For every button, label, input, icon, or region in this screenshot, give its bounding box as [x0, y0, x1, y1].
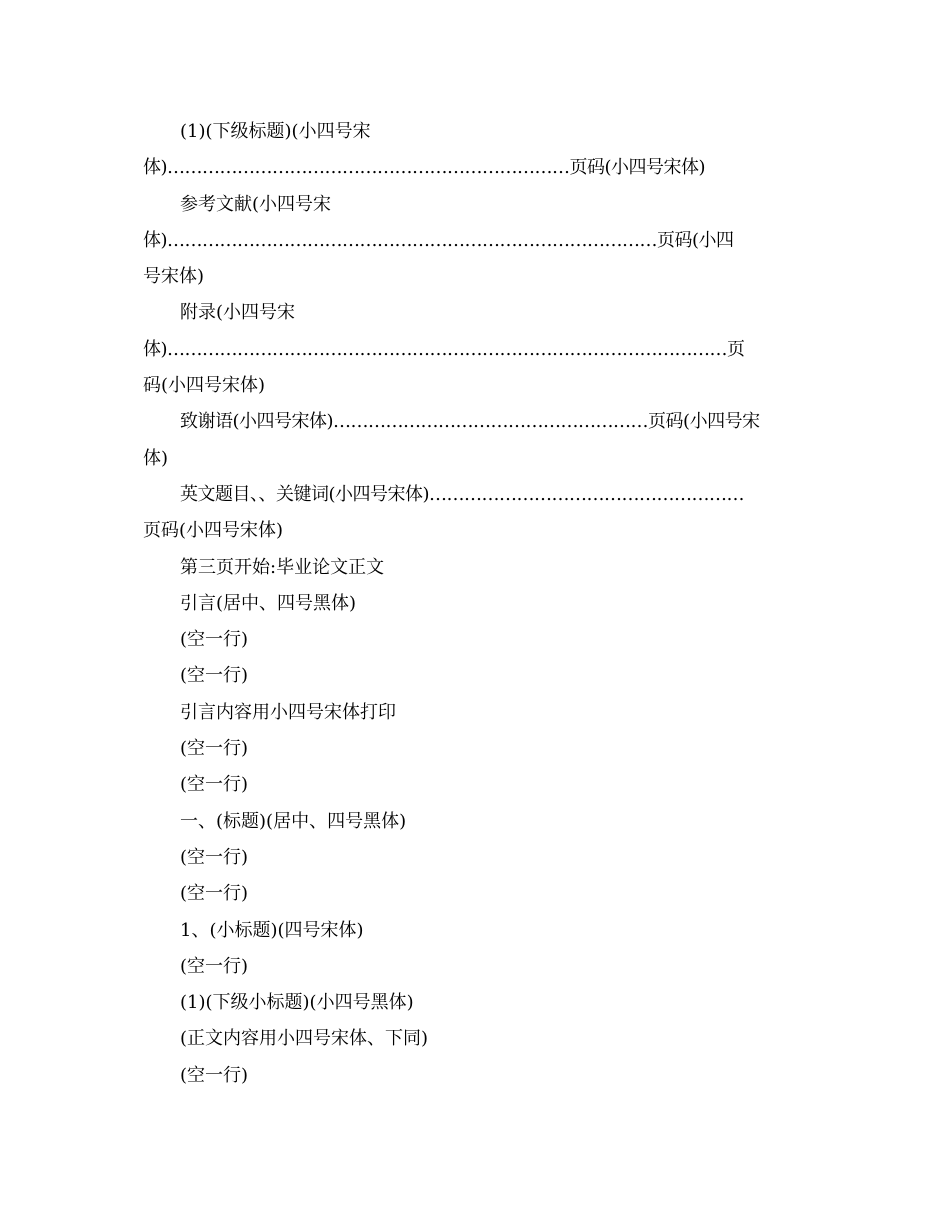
blank-line-note: (空一行)	[180, 1064, 249, 1086]
section-heading-note: 一、(标题)(居中、四号黑体)	[180, 810, 407, 832]
subheading-note: 1、(小标题)(四号宋体)	[180, 919, 364, 941]
toc-references-start: 参考文献(小四号宋	[180, 193, 332, 215]
toc-subheading-leader: 体)……………………………………………………………页码(小四号宋体)	[143, 157, 706, 179]
blank-line-note: (空一行)	[180, 955, 249, 977]
toc-appendix-end: 码(小四号宋体)	[143, 375, 266, 397]
lower-subheading-note: (1)(下级小标题)(小四号黑体)	[180, 992, 414, 1014]
blank-line-note: (空一行)	[180, 846, 249, 868]
blank-line-note: (空一行)	[180, 629, 249, 651]
document-body	[143, 114, 805, 1094]
blank-line-note: (空一行)	[180, 738, 249, 760]
blank-line-note: (空一行)	[180, 665, 249, 687]
blank-line-note: (空一行)	[180, 883, 249, 905]
introduction-content-note: 引言内容用小四号宋体打印	[180, 701, 396, 723]
toc-references-end: 号宋体)	[143, 266, 205, 288]
toc-english-title-end: 页码(小四号宋体)	[143, 520, 284, 542]
toc-references-leader: 体)…………………………………………………………………………页码(小四	[143, 229, 734, 251]
body-text-note: (正文内容用小四号宋体、下同)	[180, 1028, 429, 1050]
body-start-note: 第三页开始:毕业论文正文	[180, 556, 385, 578]
toc-subheading-start: (1)(下级标题)(小四号宋	[180, 121, 371, 142]
toc-appendix-start: 附录(小四号宋	[180, 302, 296, 324]
blank-line-note: (空一行)	[180, 774, 249, 796]
toc-acknowledgement-start: 致谢语(小四号宋体)………………………………………………页码(小四号宋	[180, 411, 760, 433]
introduction-heading: 引言(居中、四号黑体)	[180, 592, 357, 614]
toc-english-title-start: 英文题目、、关键词(小四号宋体)………………………………………………	[180, 483, 745, 505]
toc-acknowledgement-end: 体)	[143, 447, 169, 469]
toc-appendix-leader: 体)……………………………………………………………………………………页	[143, 338, 745, 360]
